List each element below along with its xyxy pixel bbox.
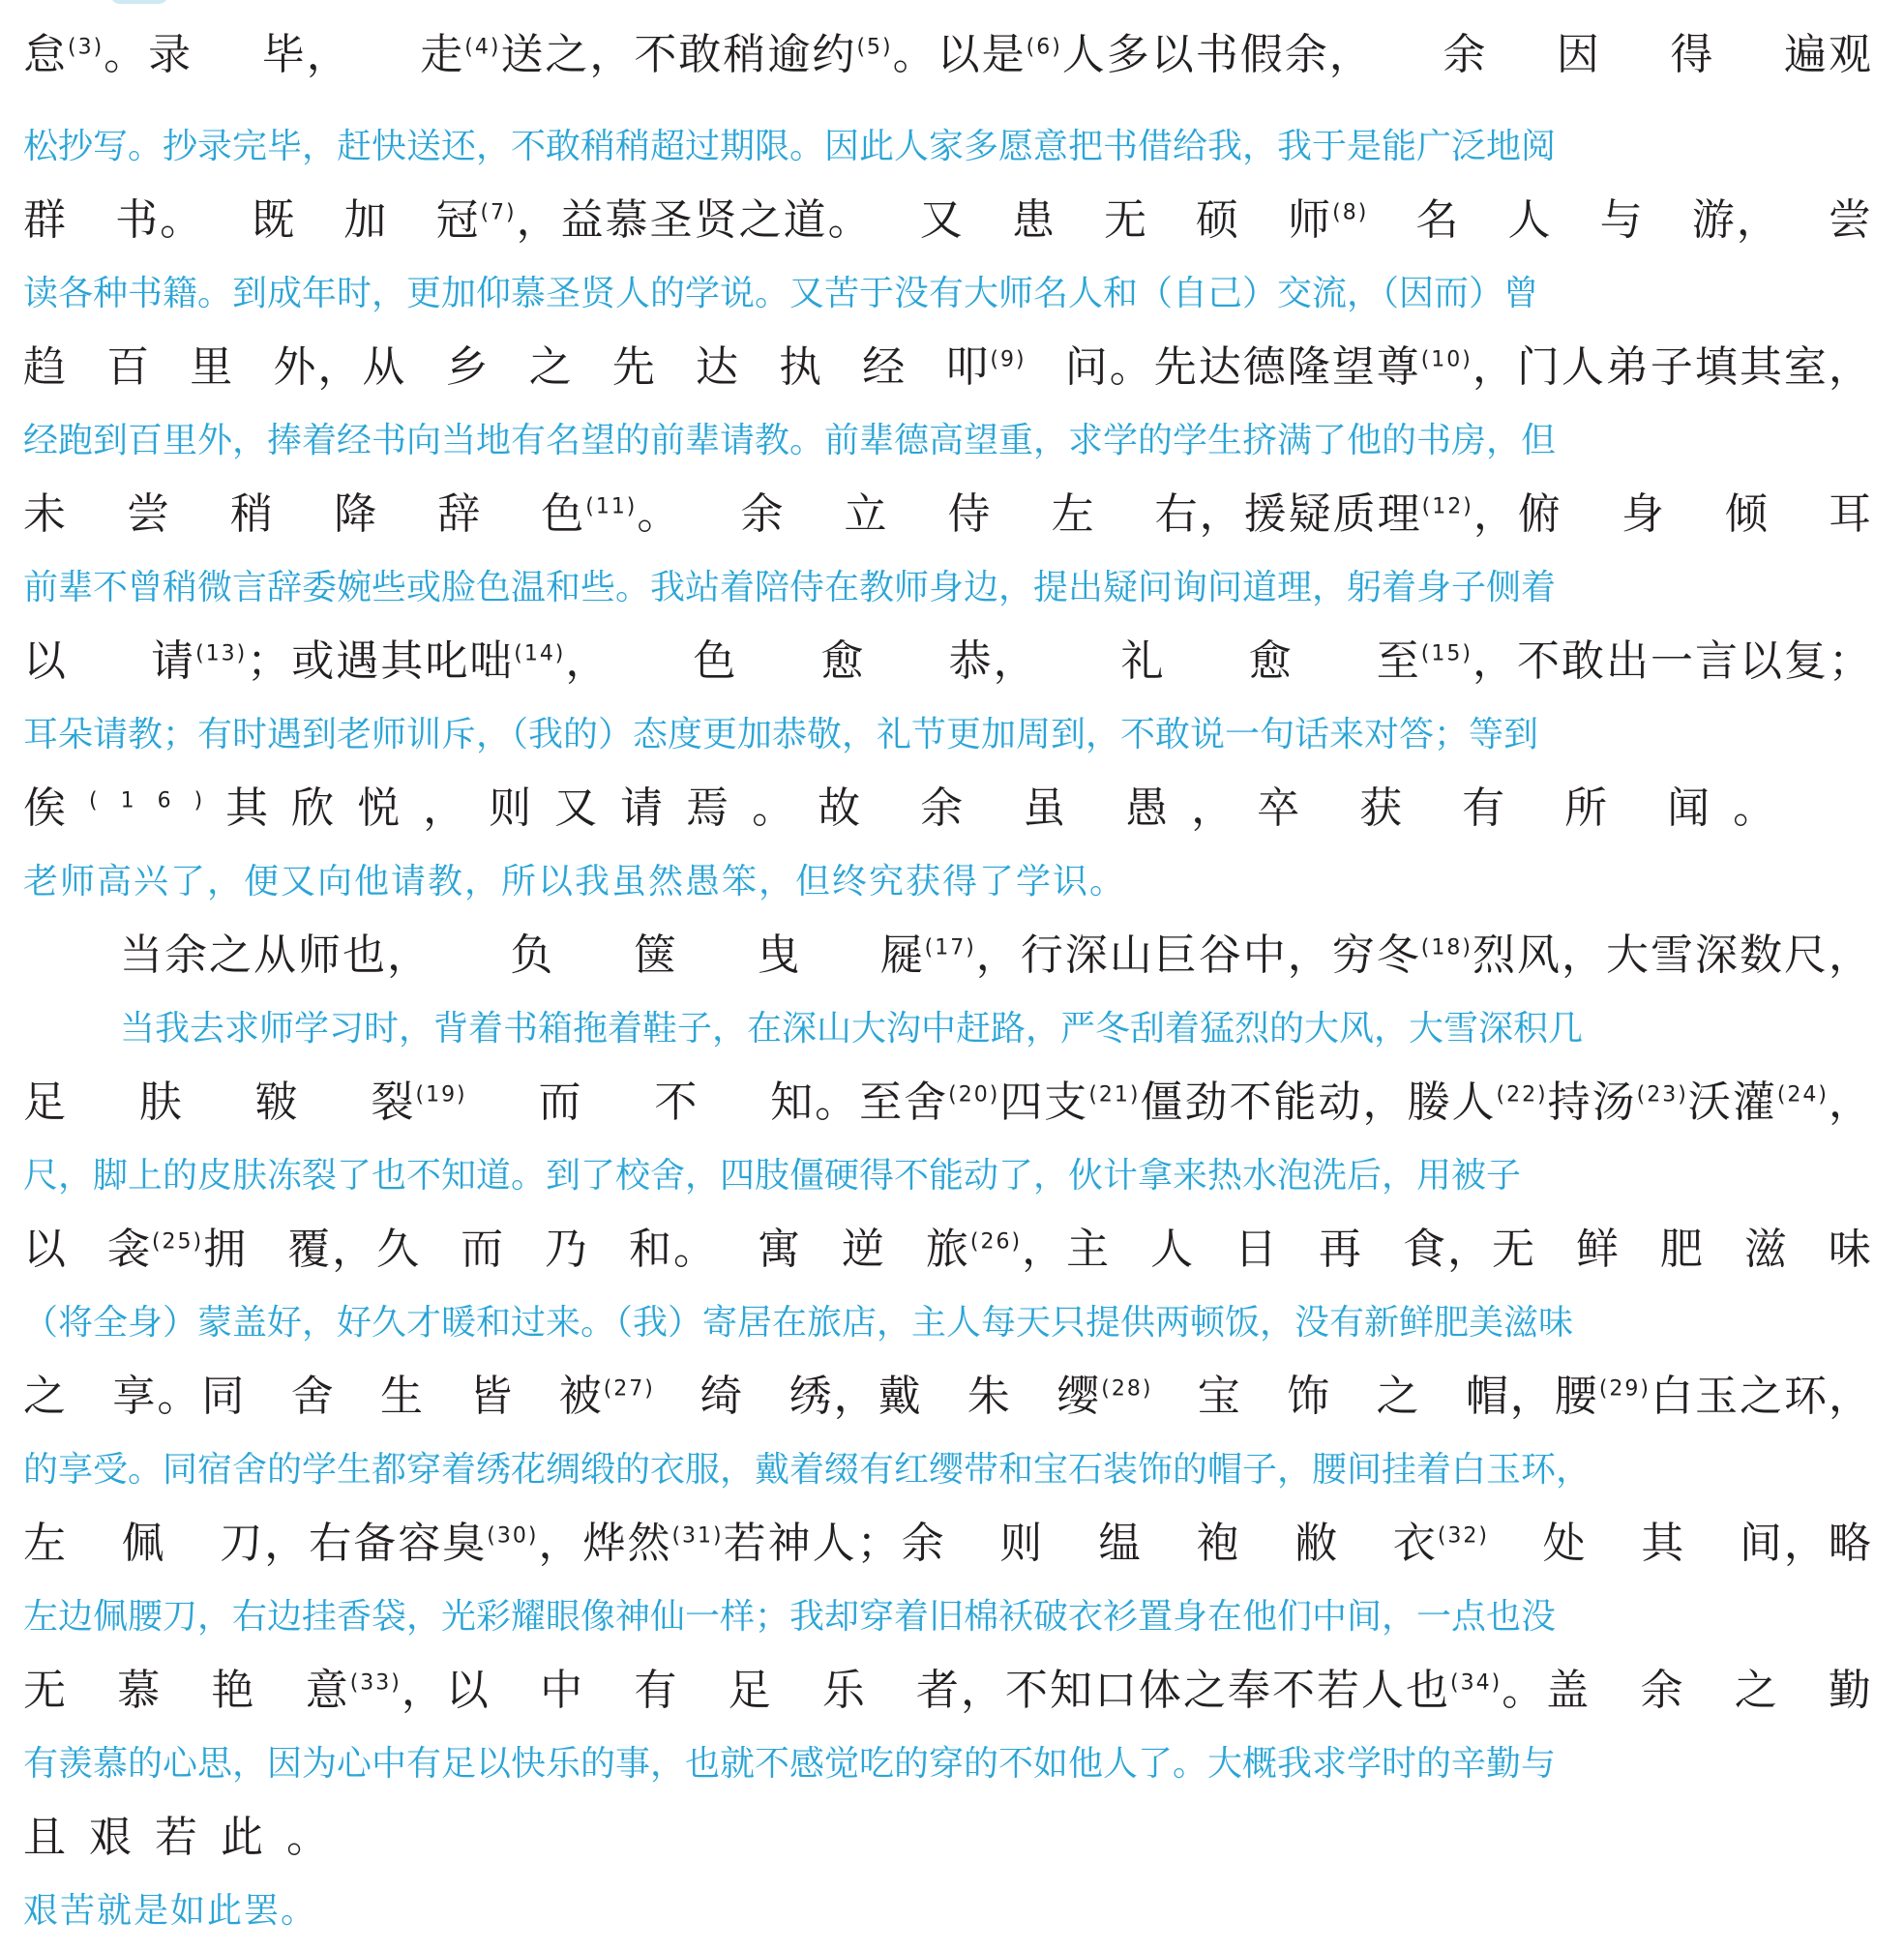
text-segment: 其 bbox=[1641, 1519, 1686, 1568]
text-segment: 毕， bbox=[261, 30, 351, 79]
text-segment: 逆 bbox=[841, 1225, 886, 1274]
text-segment: 问。先达德隆望尊$^{(10)}$，门人弟子填其室， bbox=[1064, 342, 1873, 392]
text-segment: 有 bbox=[634, 1666, 679, 1715]
text-segment: 宝 bbox=[1197, 1372, 1242, 1421]
text-segment: 左 bbox=[1051, 489, 1096, 539]
text-segment: 再 bbox=[1319, 1225, 1363, 1274]
text-segment: 味 bbox=[1828, 1225, 1873, 1274]
text-segment: 达 bbox=[695, 342, 740, 392]
text-segment: 曳 bbox=[757, 931, 802, 980]
text-segment: 师$^{(8)}$ bbox=[1288, 195, 1369, 245]
original-line-9 bbox=[23, 1213, 1873, 1286]
text-segment: 群 bbox=[23, 195, 68, 245]
text-segment: 恭， bbox=[948, 636, 1038, 686]
text-segment: 人 bbox=[1507, 195, 1553, 245]
text-segment: 俟$^{(16)}$其欣悦，则又请焉。故 余 虽 愚，卒 获 有 所 闻。 bbox=[23, 783, 1800, 833]
text-segment: 旅$^{(26)}$，主 bbox=[925, 1225, 1112, 1274]
translation-line-13 bbox=[23, 1875, 1873, 1948]
text-segment: 足 bbox=[728, 1666, 773, 1715]
text-segment: 鲜 bbox=[1575, 1225, 1621, 1274]
text-segment: 得 bbox=[1670, 30, 1715, 79]
text-segment: 朱 bbox=[967, 1372, 1012, 1421]
original-line-8 bbox=[23, 1066, 1873, 1139]
translation-text: 读各种书籍。到成年时，更加仰慕圣贤人的学说。又苦于没有大师名人和（自己）交流，（因而）曾 bbox=[23, 274, 1539, 313]
translation-line-11 bbox=[23, 1581, 1873, 1654]
text-segment: 尝 bbox=[127, 489, 172, 539]
translation-text: 的享受。同宿舍的学生都穿着绣花绸缎的衣服，戴着缀有红缨带和宝石装饰的帽子，腰间挂着白玉环， bbox=[23, 1450, 1592, 1490]
text-segment: 右，援疑质理$^{(12)}$，俯 bbox=[1154, 489, 1562, 539]
text-segment: 绮 bbox=[699, 1372, 745, 1421]
text-segment: 足 bbox=[23, 1078, 68, 1127]
text-segment: 绣，戴 bbox=[788, 1372, 923, 1421]
text-segment: 遍观 bbox=[1783, 30, 1873, 79]
original-line-12 bbox=[23, 1654, 1873, 1728]
text-segment: 患 bbox=[1011, 195, 1056, 245]
text-segment: 之 bbox=[1734, 1666, 1779, 1715]
text-segment: 之 bbox=[528, 342, 574, 392]
text-segment: 生 bbox=[380, 1372, 426, 1421]
text-segment: 中 bbox=[540, 1666, 585, 1715]
text-segment: 处 bbox=[1542, 1519, 1588, 1568]
text-segment: 衣$^{(32)}$ bbox=[1392, 1519, 1489, 1568]
text-segment: 辞 bbox=[437, 489, 483, 539]
text-segment: 皲 bbox=[254, 1078, 300, 1127]
text-segment: 寓 bbox=[757, 1225, 802, 1274]
original-line-4 bbox=[23, 478, 1873, 551]
text-segment: 勤 bbox=[1828, 1666, 1873, 1715]
text-segment: 愈 bbox=[820, 636, 866, 686]
original-line-2 bbox=[23, 184, 1873, 257]
original-line-6 bbox=[23, 772, 1873, 845]
text-segment: 者，不知口体之奉不若人也$^{(34)}$。盖 bbox=[916, 1666, 1592, 1715]
text-segment: 知。至舍$^{(20)}$四支$^{(21)}$僵劲不能动，媵人$^{(22)}$持汤$^{(23)}$沃灌$^{(24)}$， bbox=[770, 1078, 1873, 1127]
text-segment: 慕 bbox=[117, 1666, 163, 1715]
text-segment: 未 bbox=[23, 489, 68, 539]
text-segment: 缨$^{(28)}$ bbox=[1056, 1372, 1153, 1421]
text-segment: 趋 bbox=[23, 342, 68, 392]
text-segment: 倾 bbox=[1724, 489, 1770, 539]
text-segment: 裂$^{(19)}$ bbox=[371, 1078, 467, 1127]
translation-line-12 bbox=[23, 1728, 1873, 1801]
text-segment: 饰 bbox=[1287, 1372, 1332, 1421]
translation-line-4 bbox=[23, 551, 1873, 625]
text-segment: 以 bbox=[23, 636, 68, 686]
text-segment: 怠$^{(3)}$。录 bbox=[23, 30, 193, 79]
translation-line-6 bbox=[23, 845, 1873, 919]
text-segment: 衾$^{(25)}$拥 bbox=[106, 1225, 249, 1274]
text-segment: 经 bbox=[862, 342, 907, 392]
text-segment: 愈 bbox=[1248, 636, 1294, 686]
text-segment: 身 bbox=[1621, 489, 1666, 539]
text-segment: 与 bbox=[1599, 195, 1645, 245]
text-segment: 左 bbox=[23, 1519, 68, 1568]
text-segment: 肤 bbox=[138, 1078, 184, 1127]
text-segment: 降 bbox=[334, 489, 379, 539]
text-segment: 走$^{(4)}$送之，不敢稍逾约$^{(5)}$。以是$^{(6)}$人多以书假余， bbox=[420, 30, 1374, 79]
text-segment: 先 bbox=[611, 342, 657, 392]
text-segment: 尝 bbox=[1828, 195, 1873, 245]
translation-text: 耳朵请教；有时遇到老师训斥，（我的）态度更加恭敬，礼节更加周到，不敢说一句话来对答；等到 bbox=[23, 715, 1539, 754]
text-segment: 人 bbox=[1150, 1225, 1196, 1274]
text-segment: 因 bbox=[1556, 30, 1601, 79]
text-segment: 请$^{(13)}$；或遇其叱咄$^{(14)}$， bbox=[151, 636, 610, 686]
translation-text: 经跑到百里外，捧着经书向当地有名望的前辈请教。前辈德高望重，求学的学生挤满了他的书房，但 bbox=[23, 421, 1557, 460]
text-segment: 余 bbox=[1443, 30, 1488, 79]
text-segment: 执 bbox=[779, 342, 824, 392]
text-segment: 又 bbox=[919, 195, 965, 245]
original-line-7 bbox=[23, 919, 1873, 992]
text-segment: 舍 bbox=[290, 1372, 336, 1421]
original-line-3 bbox=[23, 331, 1873, 404]
translation-text: 松抄写。抄录完毕，赶快送还，不敢稍稍超过期限。因此人家多愿意把书借给我，我于是能广泛地阅 bbox=[23, 127, 1557, 166]
text-segment: 礼 bbox=[1120, 636, 1166, 686]
text-segment: 意$^{(33)}$，以 bbox=[305, 1666, 491, 1715]
text-segment: 而 bbox=[538, 1078, 583, 1127]
translation-line-10 bbox=[23, 1433, 1873, 1507]
translation-text: 前辈不曾稍微言辞委婉些或脸色温和些。我站着陪侍在教师身边，提出疑问询问道理，躬着身子侧着 bbox=[23, 568, 1557, 607]
text-segment: 滋 bbox=[1743, 1225, 1789, 1274]
text-segment: 硕 bbox=[1196, 195, 1241, 245]
text-segment: 叩$^{(9)}$ bbox=[945, 342, 1026, 392]
text-segment: 外，从 bbox=[273, 342, 407, 392]
text-segment: 而 bbox=[461, 1225, 506, 1274]
top-decoration bbox=[110, 0, 168, 4]
text-segment: 书。 bbox=[115, 195, 205, 245]
translation-text: 尺，脚上的皮肤冻裂了也不知道。到了校舍，四肢僵硬得不能动了，伙计拿来热水泡洗后，用被子 bbox=[23, 1156, 1522, 1196]
translation-text: 艰苦就是如此罢。 bbox=[23, 1891, 318, 1931]
translation-text: （将全身）蒙盖好，好久才暖和过来。（我）寄居在旅店，主人每天只提供两顿饭，没有新鲜肥美滋味 bbox=[23, 1303, 1574, 1343]
text-segment: 负 bbox=[510, 931, 555, 980]
text-segment: 里 bbox=[190, 342, 235, 392]
text-page bbox=[23, 0, 1873, 1950]
text-segment: 乐 bbox=[821, 1666, 867, 1715]
text-segment: 稍 bbox=[230, 489, 276, 539]
text-segment: 加 bbox=[343, 195, 389, 245]
translation-text: 老师高兴了，便又向他请教，所以我虽然愚笨，但终究获得了学识。 bbox=[23, 862, 1127, 901]
text-segment: 肥 bbox=[1659, 1225, 1705, 1274]
text-segment: 既 bbox=[252, 195, 297, 245]
text-segment: 耳 bbox=[1828, 489, 1873, 539]
translation-text: 当我去求师学习时，背着书箱拖着鞋子，在深山大沟中赶路，严冬刮着猛烈的大风，大雪深积几 bbox=[120, 1009, 1584, 1049]
translation-line-9 bbox=[23, 1286, 1873, 1360]
text-segment: 食，无 bbox=[1402, 1225, 1536, 1274]
text-segment: 袍 bbox=[1196, 1519, 1241, 1568]
text-segment: 则 bbox=[999, 1519, 1045, 1568]
text-segment: 帽，腰$^{(29)}$白玉之环， bbox=[1465, 1372, 1873, 1421]
text-segment: 无 bbox=[1103, 195, 1148, 245]
text-segment: 享。同 bbox=[112, 1372, 247, 1421]
text-segment: 色 bbox=[693, 636, 738, 686]
original-line-11 bbox=[23, 1507, 1873, 1581]
translation-line-3 bbox=[23, 404, 1873, 478]
text-segment: 箧 bbox=[633, 931, 678, 980]
text-segment: 屣$^{(17)}$，行深山巨谷中，穷冬$^{(18)}$烈风，大雪深数尺， bbox=[879, 931, 1873, 980]
original-line-10 bbox=[23, 1360, 1873, 1433]
text-segment: 余 bbox=[1640, 1666, 1685, 1715]
text-segment: 乃 bbox=[545, 1225, 590, 1274]
original-line-13 bbox=[23, 1801, 1873, 1875]
text-segment: 无 bbox=[23, 1666, 68, 1715]
original-line-1 bbox=[23, 0, 1873, 110]
text-segment: 被$^{(27)}$ bbox=[558, 1372, 655, 1421]
original-line-5 bbox=[23, 625, 1873, 698]
text-segment: 艳 bbox=[211, 1666, 256, 1715]
text-segment: 侍 bbox=[947, 489, 993, 539]
text-segment: 以 bbox=[23, 1225, 68, 1274]
text-segment: 余 bbox=[740, 489, 786, 539]
translation-line-7 bbox=[23, 992, 1873, 1066]
text-segment: 敝 bbox=[1294, 1519, 1340, 1568]
text-segment: 和。 bbox=[629, 1225, 719, 1274]
text-segment: 间，略 bbox=[1739, 1519, 1873, 1568]
text-segment: 名 bbox=[1415, 195, 1461, 245]
text-segment: 之 bbox=[1376, 1372, 1421, 1421]
translation-line-8 bbox=[23, 1139, 1873, 1213]
text-segment: 百 bbox=[106, 342, 152, 392]
text-segment: 冠$^{(7)}$，益慕圣贤之道。 bbox=[435, 195, 873, 245]
text-segment: 皆 bbox=[469, 1372, 515, 1421]
translation-line-5 bbox=[23, 698, 1873, 772]
text-segment: 至$^{(15)}$，不敢出一言以复； bbox=[1376, 636, 1873, 686]
text-segment: 游， bbox=[1691, 195, 1781, 245]
text-segment: 佩 bbox=[121, 1519, 166, 1568]
translation-line-2 bbox=[23, 257, 1873, 331]
text-segment: 且艰若此。 bbox=[23, 1813, 352, 1862]
text-segment: 覆，久 bbox=[287, 1225, 422, 1274]
text-segment: 不 bbox=[654, 1078, 699, 1127]
text-segment: 缊 bbox=[1097, 1519, 1143, 1568]
text-segment: 立 bbox=[844, 489, 889, 539]
text-segment: 乡 bbox=[445, 342, 491, 392]
translation-text: 有羡慕的心思，因为心中有足以快乐的事，也就不感觉吃的穿的不如他人了。大概我求学时的辛勤与 bbox=[23, 1744, 1557, 1784]
text-segment: 当余之从师也， bbox=[120, 931, 431, 980]
text-segment: 之 bbox=[23, 1372, 68, 1421]
text-segment: 日 bbox=[1235, 1225, 1280, 1274]
text-segment: 色$^{(11)}$。 bbox=[541, 489, 682, 539]
text-segment: 刀，右备容臭$^{(30)}$，烨然$^{(31)}$若神人；余 bbox=[220, 1519, 946, 1568]
translation-text: 左边佩腰刀，右边挂香袋，光彩耀眼像神仙一样；我却穿着旧棉袄破衣衫置身在他们中间，一点也没 bbox=[23, 1597, 1557, 1637]
translation-line-1 bbox=[23, 110, 1873, 184]
